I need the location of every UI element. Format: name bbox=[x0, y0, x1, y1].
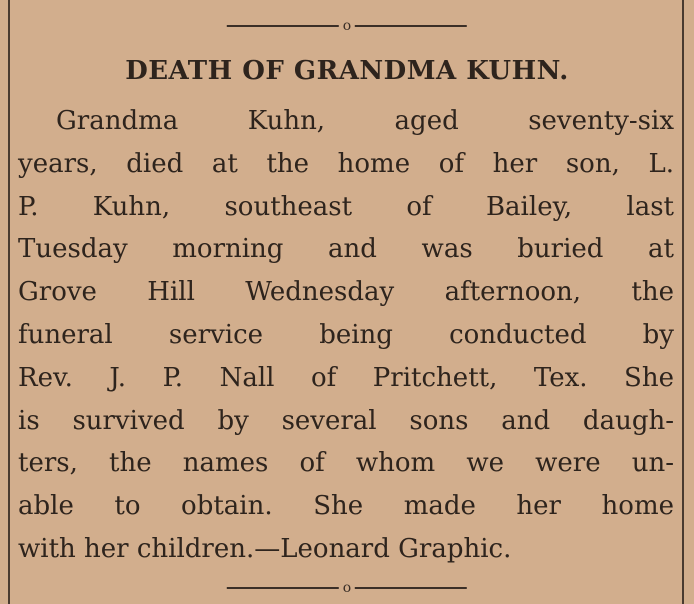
article-line: is survived by several sons and daugh- bbox=[18, 405, 674, 436]
article-line: years, died at the home of her son, L. bbox=[18, 148, 674, 179]
article-line: Tuesday morning and was buried at bbox=[18, 234, 674, 265]
article-line: with her children.—Leonard Graphic. bbox=[18, 533, 512, 564]
right-border-line bbox=[682, 0, 684, 604]
divider-rule-left bbox=[227, 25, 339, 27]
article-line: Rev. J. P. Nall of Pritchett, Tex. She bbox=[18, 362, 674, 393]
article-line: Grove Hill Wednesday afternoon, the bbox=[18, 277, 674, 308]
divider-ornament: o bbox=[342, 580, 352, 596]
top-divider bbox=[227, 18, 467, 34]
article-line: ters, the names of whom we were un- bbox=[18, 448, 674, 479]
divider-rule-right bbox=[355, 587, 467, 589]
article-headline: DEATH OF GRANDMA KUHN. bbox=[125, 56, 569, 86]
bottom-divider bbox=[227, 580, 467, 596]
left-border-line bbox=[8, 0, 10, 604]
article-line: funeral service being conducted by bbox=[18, 319, 674, 350]
divider-rule-left bbox=[227, 587, 339, 589]
article-body bbox=[18, 100, 674, 571]
divider-ornament: o bbox=[342, 18, 352, 34]
article-line: Grandma Kuhn, aged seventy-six bbox=[56, 106, 674, 136]
article-line: able to obtain. She made her home bbox=[18, 491, 674, 522]
divider-rule-right bbox=[355, 25, 467, 27]
article-line: P. Kuhn, southeast of Bailey, last bbox=[18, 191, 674, 222]
